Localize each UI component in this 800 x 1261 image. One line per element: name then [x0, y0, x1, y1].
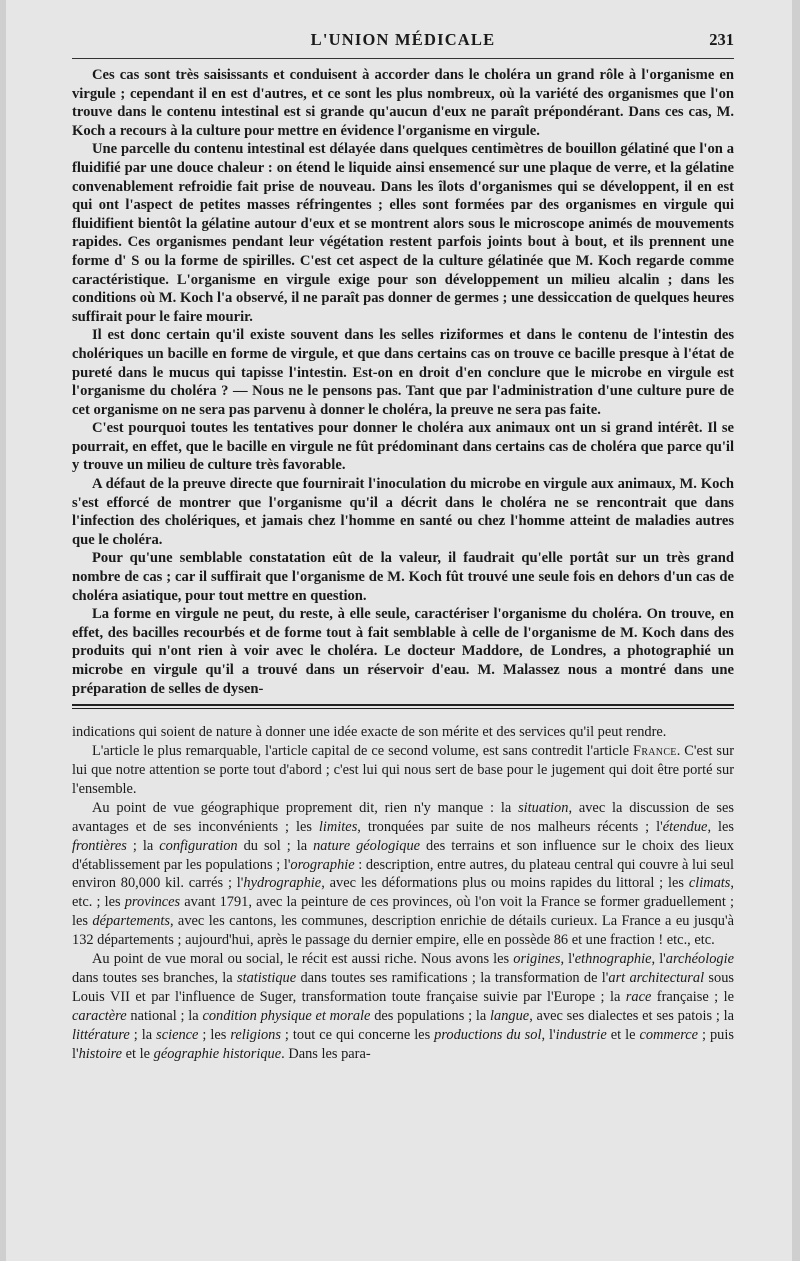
text-run: : description, entre autres, du plateau central qui couvre à lui seul environ 80,000 kil. carrés ; l' [72, 856, 734, 892]
text-run: avant 1791, avec la peinture de ces provinces, où l'on voit la France se former graduellement ; les [72, 894, 734, 930]
italic-term: étendue [662, 818, 708, 835]
text-run: national ; la [126, 1007, 203, 1024]
text-run: du sol ; la [237, 837, 314, 854]
text-run: , les [707, 818, 734, 835]
section-divider [72, 704, 734, 709]
text-run: française ; le [651, 988, 734, 1005]
text-run: L'article le plus remarquable, l'article capital de ce second volume, est sans contredit l'article [92, 743, 634, 760]
italic-term: départements [92, 913, 170, 930]
text-run: . Dans les para- [281, 1045, 371, 1062]
paragraph: Il est donc certain qu'il existe souvent dans les selles riziformes et dans le contenu de l'intestin des cholériques un bacille en forme de virgule, et que dans certains cas on trouve ce bacille presque à l'état de pureté dans le mucus qui tapisse l'intestin. Est-on en droit d'en conclure que le microbe en virgule est l'organisme du choléra ? — Nous ne le pensons pas. Tant que par l'administration d'une culture pure de cet organisme on ne sera pas parvenu à donner le choléra, la preuve ne sera pas faite. [72, 327, 734, 418]
text-run: Au point de vue moral ou social, le récit est aussi riche. Nous avons les [92, 951, 514, 968]
text-run: et le [122, 1045, 154, 1062]
italic-term: condition physique et morale [202, 1007, 371, 1024]
text-run: et le [606, 1026, 640, 1043]
italic-term: art architectural [608, 969, 705, 986]
italic-term: science [156, 1026, 199, 1043]
paragraph: La forme en virgule ne peut, du reste, à elle seule, caractériser l'organisme du choléra. On trouve, en effet, des bacilles recourbés et de forme tout à fait semblable à celle de l'organisme de M. Koch dans des produits qui n'ont rien à voir avec le choléra. Le docteur Maddore, de Londres, a photographié un microbe en virgule qu'il a trouvé dans un réservoir d'eau. M. Malassez nous a montré dans une préparation de selles de dysen- [72, 606, 734, 697]
italic-term: origines [513, 951, 561, 968]
text-run: , etc. ; les [72, 875, 735, 911]
paragraph: C'est pourquoi toutes les tentatives pour donner le choléra aux animaux ont un si grand intérêt. Il se pourrait, en effet, que le bacille en virgule ne fût prédominant dans certains cas de choléra que parce qu'il y trouve un milieu de culture très favorable. [72, 420, 734, 474]
header-rule [72, 58, 734, 59]
paragraph: Une parcelle du contenu intestinal est délayée dans quelques centimètres de bouillon gélatiné que l'on a fluidifié par une douce chaleur : on étend le liquide ainsi ensemencé sur une plaque de verre, et la gélatine convenablement refroidie fait prise de nouveau. Dans les îlots d'organismes qui se développent, il en est qui ont l'aspect de petites masses réfringentes ; elles sont formées par des organismes en virgule qui fluidifient bientôt la gélatine autour d'eux et se montrent alors sous le microscope animés de mouvements rapides. Ces organismes pendant leur végétation restent parfois joints bout à bout, et ils prennent une forme d' S ou la forme de spirilles. C'est cet aspect de la culture gélatinée que M. Koch regarde comme caractéristique. L'organisme en virgule exige pour son développement un milieu alcalin ; dans les conditions où M. Koch l'a observé, il ne paraît pas donner de germes ; une dessiccation de quelques heures suffirait pour le faire mourir. [72, 141, 734, 325]
text-run: dans toutes ses branches, la [72, 969, 237, 986]
page-number: 231 [709, 30, 734, 49]
text-run: , l' [541, 1026, 556, 1043]
italic-term: productions du sol [434, 1026, 542, 1043]
italic-term: limites [318, 818, 358, 835]
italic-term: commerce [639, 1026, 699, 1043]
italic-term: religions [230, 1026, 281, 1043]
italic-term: frontières [72, 837, 127, 854]
italic-term: nature géologique [313, 837, 421, 854]
text-run: , avec les cantons, les communes, description enrichie de détails curieux. La France a eu jusqu'à 132 départements ; aujourd'hui, après le passage du dernier empire, elle en possède 86 et une fraction ! etc., etc. [72, 913, 734, 949]
italic-term: archéologie [665, 951, 734, 968]
italic-term: situation [518, 799, 569, 816]
text-run: ; la [126, 837, 160, 854]
text-run: Au point de vue géographique proprement dit, rien n'y manque : la [92, 799, 519, 816]
italic-term: géographie historique [153, 1045, 282, 1062]
paragraph: A défaut de la preuve directe que fournirait l'inoculation du microbe en virgule aux animaux, M. Koch s'est efforcé de montrer que l'organisme qu'il a décrit dans le choléra ne se rencontrait que dans l'infection des cholériques, et jamais chez l'homme en santé ou chez l'homme atteint de maladies autres que le choléra. [72, 476, 734, 548]
paragraph: Pour qu'une semblable constatation eût de la valeur, il faudrait qu'elle portât sur un très grand nombre de cas ; car il suffirait que l'organisme de M. Koch fût trouvé une seule fois en dehors d'un cas de choléra asiatique, pour tout mettre en question. [72, 550, 734, 604]
italic-term: langue [490, 1007, 530, 1024]
text-run: dans toutes ses ramifications ; la transformation de l' [296, 969, 609, 986]
text-run: , tronquées par suite de nos malheurs récents ; l' [357, 818, 663, 835]
text-run: ; la [129, 1026, 157, 1043]
text-run: des terrains et son influence sur le choix des lieux d'établissement par les populations ; l' [72, 837, 735, 873]
text-run: des populations ; la [370, 1007, 491, 1024]
text-run: ; puis l' [72, 1026, 734, 1062]
text-run: . C'est sur lui que notre attention se porte tout d'abord ; c'est lui qui nous sert de base pour le jugement qui doit être porté sur l'ensemble. [72, 743, 734, 797]
italic-term: statistique [236, 969, 297, 986]
text-run: ; les [198, 1026, 231, 1043]
italic-term: provinces [124, 894, 181, 911]
page-header [72, 0, 734, 58]
paragraph [72, 742, 734, 799]
paragraph: Ces cas sont très saisissants et conduisent à accorder dans le choléra un grand rôle à l'organisme en virgule ; cependant il en est d'autres, et ce sont les plus nombreux, où la variété des organismes que l'on trouve dans le contenu intestinal est si grande qu'aucun d'eux ne paraît prépondérant. Dans ces cas, M. Koch a recours à la culture pour mettre en évidence l'organisme en virgule. [72, 67, 734, 139]
text-run: , avec la discussion de ses avantages et de ses inconvénients ; les [72, 799, 734, 835]
text-run: ; tout ce qui concerne les [280, 1026, 435, 1043]
upper-article [72, 66, 734, 698]
text-run: sous Louis VII et par l'influence de Suger, transformation toute française suivie par l'Europe ; la [72, 969, 734, 1005]
text-run: , l' [651, 951, 666, 968]
small-caps-text: France [633, 743, 677, 760]
text-run: , avec ses dialectes et ses patois ; la [529, 1007, 734, 1024]
paragraph [72, 950, 734, 1063]
lower-article [72, 723, 734, 1063]
italic-term: hydrographie [243, 875, 322, 892]
italic-term: littérature [72, 1026, 130, 1043]
text-run: , l' [560, 951, 575, 968]
text-run: , avec les déformations plus ou moins rapides du littoral ; les [321, 875, 689, 892]
italic-term: climats [688, 875, 731, 892]
italic-term: industrie [555, 1026, 607, 1043]
running-title: L'UNION MÉDICALE [310, 30, 496, 49]
italic-term: race [625, 988, 652, 1005]
paragraph [72, 799, 734, 950]
italic-term: histoire [78, 1045, 123, 1062]
paragraph: indications qui soient de nature à donner une idée exacte de son mérite et des services qu'il peut rendre. [72, 724, 667, 741]
italic-term: configuration [159, 837, 238, 854]
journal-page [6, 0, 792, 1261]
italic-term: orographie [290, 856, 355, 873]
italic-term: ethnographie [574, 951, 652, 968]
italic-term: caractère [72, 1007, 127, 1024]
